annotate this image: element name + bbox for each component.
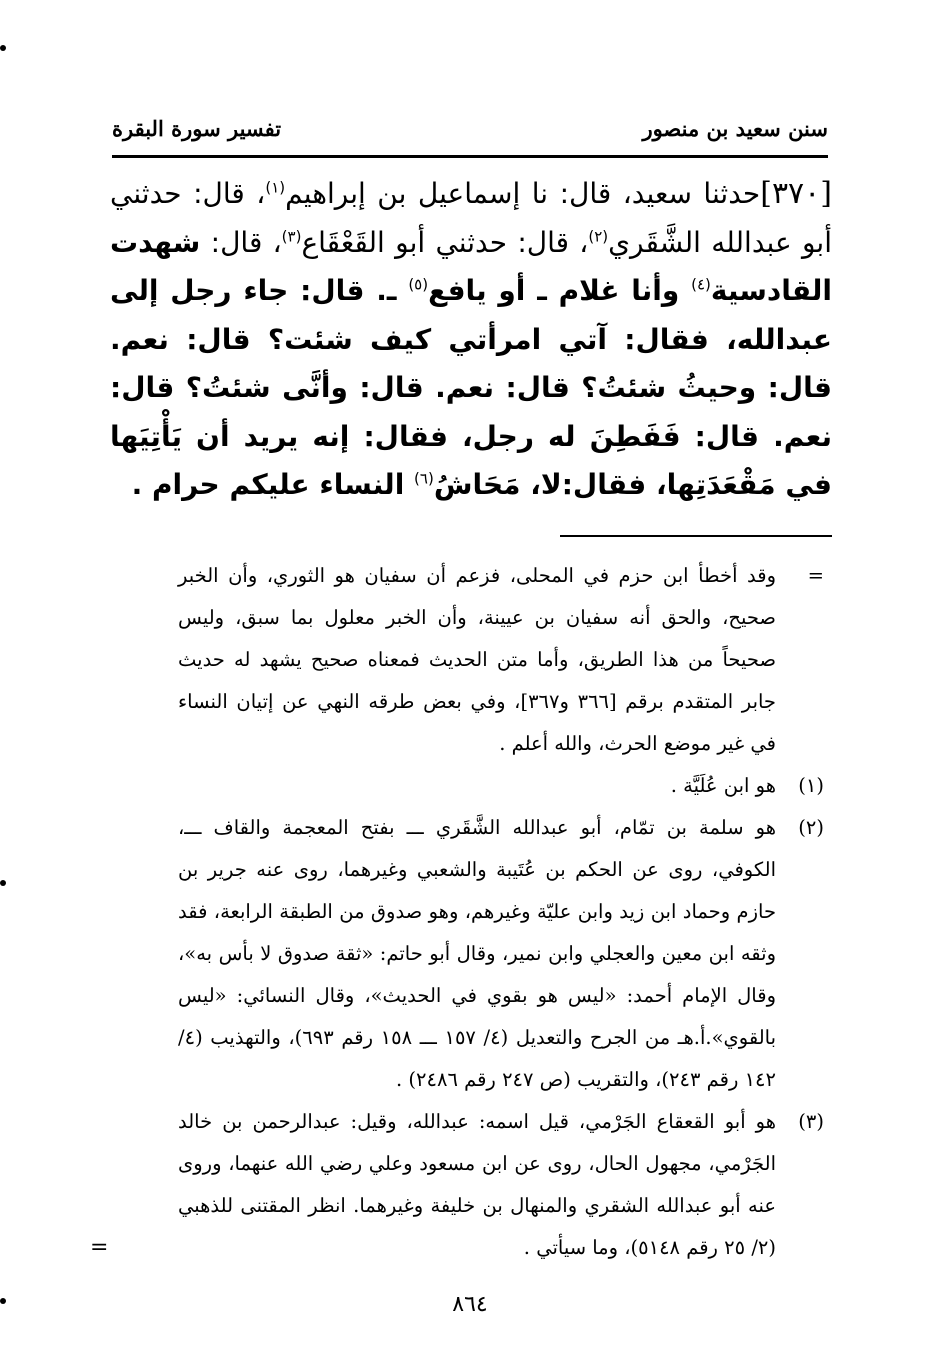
footnote-ref-1: (١) bbox=[265, 178, 286, 197]
hadith-text bbox=[110, 170, 832, 510]
footnote-3 bbox=[178, 1101, 824, 1269]
footnote-marker: (١) bbox=[798, 774, 824, 797]
footnote-1 bbox=[178, 765, 824, 807]
footnote-text: هو ابن عُلَيَّة . bbox=[670, 774, 776, 797]
footnote-ref-3: (٣) bbox=[281, 227, 302, 246]
hadith-number: [٣٧٠] bbox=[760, 176, 832, 211]
footnote-text: هو سلمة بن تمّام، أبو عبدالله الشَّقَري ـــ بفتح المعجمة والقاف ـــ، الكوفي، روى عن الحكم بن عُتَيبة والشعبي وغيرهما، روى عنه جرير بن حازم وحماد ابن زيد وابن عليّة وغيرهم، وهو صدوق من الطبقة الرابعة، فقد وثقه ابن معين والعجلي وابن نمير، وقال أبو حاتم: «ثقة صدوق لا بأس به»، وقال الإمام أحمد: «ليس هو بقوي في الحديث»، وقال النسائي: «ليس بالقوي».أ.هـ من الجرح والتعديل (٤/ ١٥٧ ـــ ١٥٨ رقم ٦٩٣)، والتهذيب (٤/ ١٤٢ رقم ٢٤٣)، والتقريب (ص ٢٤٧ رقم ٢٤٨٦) . bbox=[178, 816, 777, 1091]
continuation-marker: = bbox=[807, 564, 824, 587]
footnote-ref-6: (٦) bbox=[414, 469, 434, 488]
book-title: سنن سعيد بن منصور bbox=[642, 115, 828, 141]
scan-speck bbox=[0, 1298, 6, 1304]
hadith-matn-1: شهدت القادسية bbox=[110, 225, 832, 307]
scan-speck bbox=[0, 880, 6, 886]
footnote-ref-5: (٥) bbox=[408, 275, 429, 294]
footnote-ref-2: (٢) bbox=[588, 227, 609, 246]
footnote-2 bbox=[178, 807, 824, 1101]
footnote-ref-4: (٤) bbox=[691, 275, 711, 294]
footnote-text: هو أبو القعقاع الجَرْمي، قيل اسمه: عبدالله، وقيل: عبدالرحمن بن خالد الجَرْمي، مجهول الحال، روى عن ابن مسعود وعلي رضي الله عنهما، وروى عنه أبو عبدالله الشقري والمنهال بن خليفة وغيرهما. انظر المقتنى للذهبي (٢/ ٢٥ رقم ٥١٤٨)، وما سيأتي . bbox=[178, 1110, 776, 1259]
continues-marker: = bbox=[90, 1235, 109, 1260]
running-header bbox=[112, 108, 828, 148]
hadith-chain-3: ، قال: حدثني أبو القَعْقَاع bbox=[301, 225, 589, 259]
chapter-title: تفسير سورة البقرة bbox=[112, 115, 282, 141]
footnote-marker: (٢) bbox=[798, 816, 824, 839]
hadith-matn-2: وأنا غلام ـ أو يافع bbox=[428, 274, 692, 307]
hadith-chain-1: حدثنا سعيد، قال: نا إسماعيل بن إبراهيم bbox=[285, 177, 761, 210]
footnote-marker: (٣) bbox=[798, 1110, 824, 1133]
hadith-chain-2: ، قال: حدثني أبو عبدالله الشَّقَري bbox=[110, 177, 833, 259]
page-number: ٨٦٤ bbox=[452, 1292, 488, 1317]
footnote-separator bbox=[560, 535, 832, 537]
footnotes bbox=[178, 555, 824, 1269]
footnote-text: وقد أخطأ ابن حزم في المحلى، فزعم أن سفيان هو الثوري، وأن الخبر صحيح، والحق أنه سفيان بن عيينة، وأن الخبر معلول بما سبق، وليس صحيحاً من هذا الطريق، وأما متن الحديث فمعناه صحيح يشهد له حديث جابر المتقدم برقم [٣٦٦ و٣٦٧]، وفي بعض طرقه النهي عن إتيان النساء في غير موضع الحرث، والله أعلم . bbox=[178, 564, 776, 755]
header-rule bbox=[112, 155, 828, 158]
footnote-continued bbox=[178, 555, 824, 765]
hadith-matn-3: ـ. قال: جاء رجل إلى عبدالله، فقال: آتي امرأتي كيف شئت؟ قال: نعم. قال: وحيثُ شئتُ؟ قال: نعم. قال: وأنَّى شئتُ؟ قال: نعم. قال: فَفَطِنَ له رجل، فقال: إنه يريد أن يَأْتِيَها في مَقْعَدَتِها، فقال:لا، مَحَاشُ bbox=[110, 274, 832, 501]
hadith-chain-4: ، قال: bbox=[200, 225, 282, 259]
hadith-matn-4: النساء عليكم حرام . bbox=[131, 468, 415, 501]
scan-speck bbox=[0, 45, 6, 51]
